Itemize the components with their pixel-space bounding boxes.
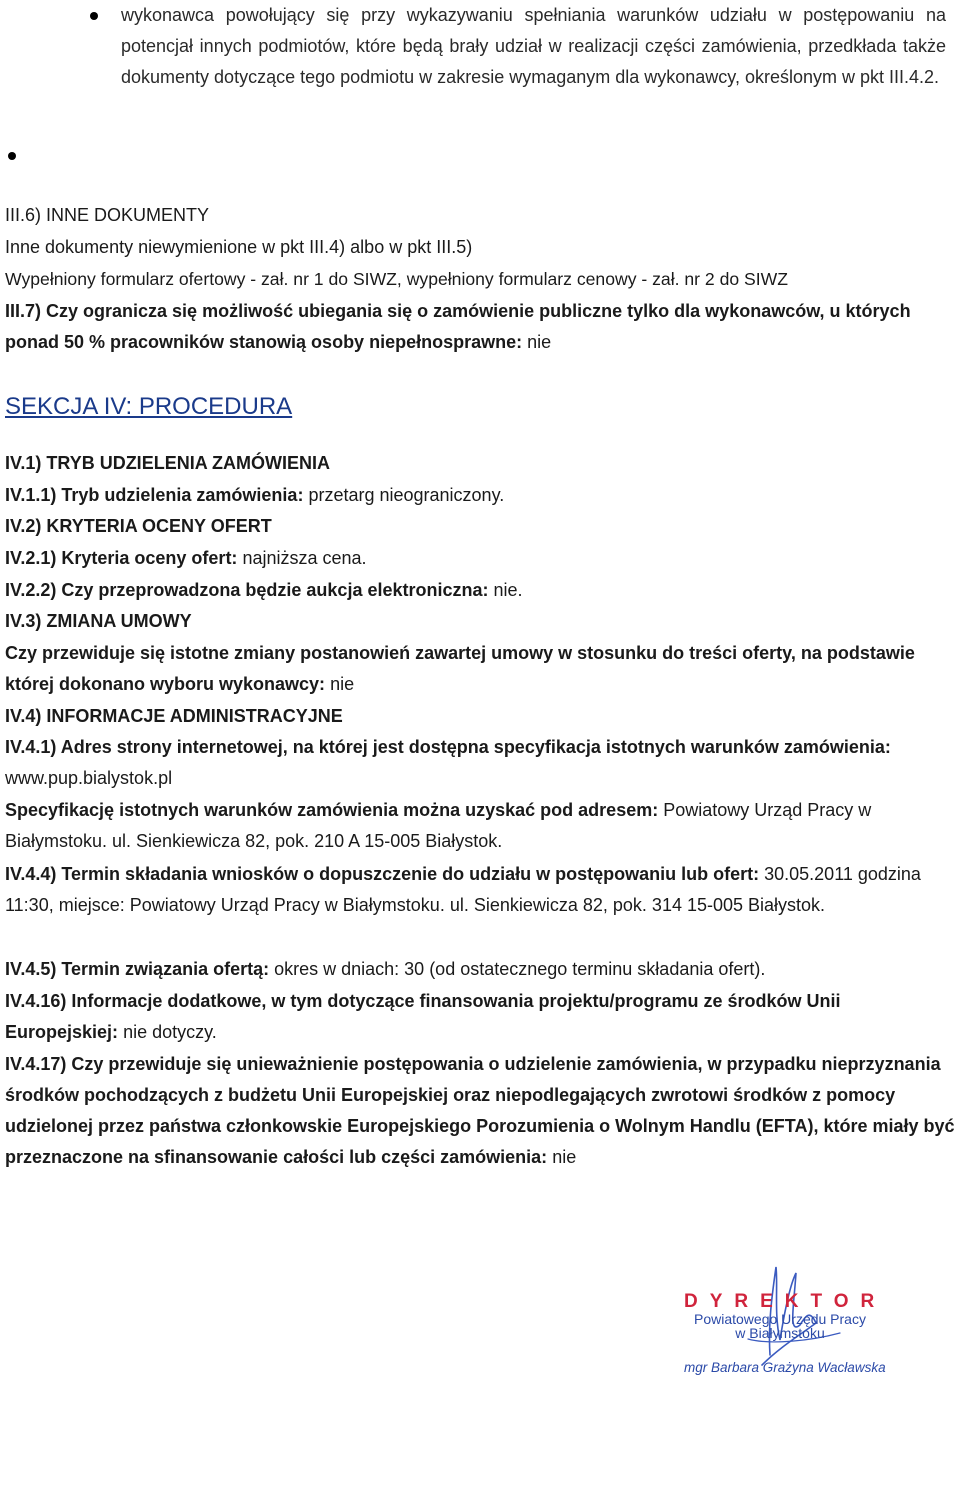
field-iv3 [5, 638, 955, 700]
stamp-title: DYREKTOR [684, 1291, 887, 1312]
bullet-dot [90, 12, 98, 20]
stamp-line: w Białymstoku [735, 1325, 825, 1341]
field-value: Powiatowy Urząd Pracy w Białymstoku. ul. Sienkiewicza 82, pok. 210 A 15-005 Białystok. [5, 800, 872, 851]
field-label: Czy przewiduje się istotne zmiany postanowień zawartej umowy w stosunku do treści oferty, na podstawie której dokonano wyboru wykonawcy: [5, 643, 915, 694]
field-value: przetarg nieograniczony. [308, 485, 505, 505]
field-siwz-address [5, 795, 955, 857]
field-label: IV.4.17) Czy przewiduje się unieważnienie postępowania o udzielenie zamówienia, w przypadku nieprzyznania środków pochodzących z budżetu Unii Europejskiej oraz niepodlegających zwrotowi środków z pomocy udzielonej przez państwa członkowskie Europejskiego Porozumienia o Wolnym Handlu (EFTA), które miały być przeznaczone na sfinansowanie całości lub części zamówienia: [5, 1054, 955, 1167]
question-iii7 [5, 296, 955, 358]
stamp-name: mgr Barbara Grażyna Wacławska [684, 1360, 886, 1375]
field-iv21 [5, 543, 955, 574]
field-value: najniższa cena. [242, 548, 367, 568]
bullet-text: wykonawca powołujący się przy wykazywaniu spełniania warunków udziału w postępowaniu na potencjał innych podmiotów, które będą brały udział w realizacji części zamówienia, przedkłada także dokumenty dotyczące tego podmiotu w zakresie wymaganym dla wykonawcy, określonym w pkt III.4.2. [121, 5, 946, 87]
field-iv41 [5, 732, 955, 794]
answer-value: nie [527, 332, 552, 352]
text-line: Inne dokumenty niewymienione w pkt III.4) albo w pkt III.5) [5, 237, 473, 257]
field-value: okres w dniach: 30 (od ostatecznego terminu składania ofert). [274, 959, 766, 979]
heading-iv1: IV.1) TRYB UDZIELENIA ZAMÓWIENIA [5, 453, 331, 473]
field-iv45 [5, 954, 955, 985]
field-iv417 [5, 1049, 955, 1173]
question-label: III.7) Czy ogranicza się możliwość ubiegania się o zamówienie publiczne tylko dla wykonawców, u których ponad 50 % pracowników stanowią osoby niepełnosprawne: [5, 301, 911, 352]
section-title: SEKCJA IV: PROCEDURA [5, 393, 293, 420]
field-label: IV.2.1) Kryteria oceny ofert: [5, 548, 238, 568]
director-stamp [650, 1255, 950, 1415]
field-value: nie. [493, 580, 523, 600]
field-label: IV.4.16) Informacje dodatkowe, w tym dotyczące finansowania projektu/programu ze środków Unii Europejskiej: [5, 991, 841, 1042]
field-iv22 [5, 575, 955, 606]
stamp-line: Powiatowego Urzędu Pracy [694, 1311, 866, 1327]
bullet-dot [8, 152, 16, 160]
field-iv11 [5, 480, 955, 511]
heading-iv3: IV.3) ZMIANA UMOWY [5, 611, 192, 631]
field-label: IV.4.1) Adres strony internetowej, na której jest dostępna specyfikacja istotnych warunków zamówienia: [5, 737, 891, 757]
field-value: nie [330, 674, 355, 694]
field-label: Specyfikację istotnych warunków zamówienia można uzyskać pod adresem: [5, 800, 659, 820]
field-value: nie dotyczy. [123, 1022, 217, 1042]
field-iv416 [5, 986, 955, 1048]
field-iv44 [5, 859, 955, 921]
field-value-url: www.pup.bialystok.pl [5, 768, 173, 788]
field-label: IV.1.1) Tryb udzielenia zamówienia: [5, 485, 304, 505]
text-line: Wypełniony formularz ofertowy - zał. nr 1 do SIWZ, wypełniony formularz cenowy - zał. nr 2 do SIWZ [5, 269, 789, 289]
section-heading-iii6: III.6) INNE DOKUMENTY [5, 205, 210, 225]
field-value: 30.05.2011 godzina 11:30, miejsce: Powiatowy Urząd Pracy w Białymstoku. ul. Sienkiewicza 82, pok. 314 15-005 Białystok. [5, 864, 921, 915]
field-label: IV.2.2) Czy przeprowadzona będzie aukcja elektroniczna: [5, 580, 489, 600]
field-label: IV.4.5) Termin związania ofertą: [5, 959, 270, 979]
heading-iv4: IV.4) INFORMACJE ADMINISTRACYJNE [5, 706, 343, 726]
heading-iv2: IV.2) KRYTERIA OCENY OFERT [5, 516, 272, 536]
field-value: nie [552, 1147, 577, 1167]
field-label: IV.4.4) Termin składania wniosków o dopuszczenie do udziału w postępowaniu lub ofert: [5, 864, 760, 884]
